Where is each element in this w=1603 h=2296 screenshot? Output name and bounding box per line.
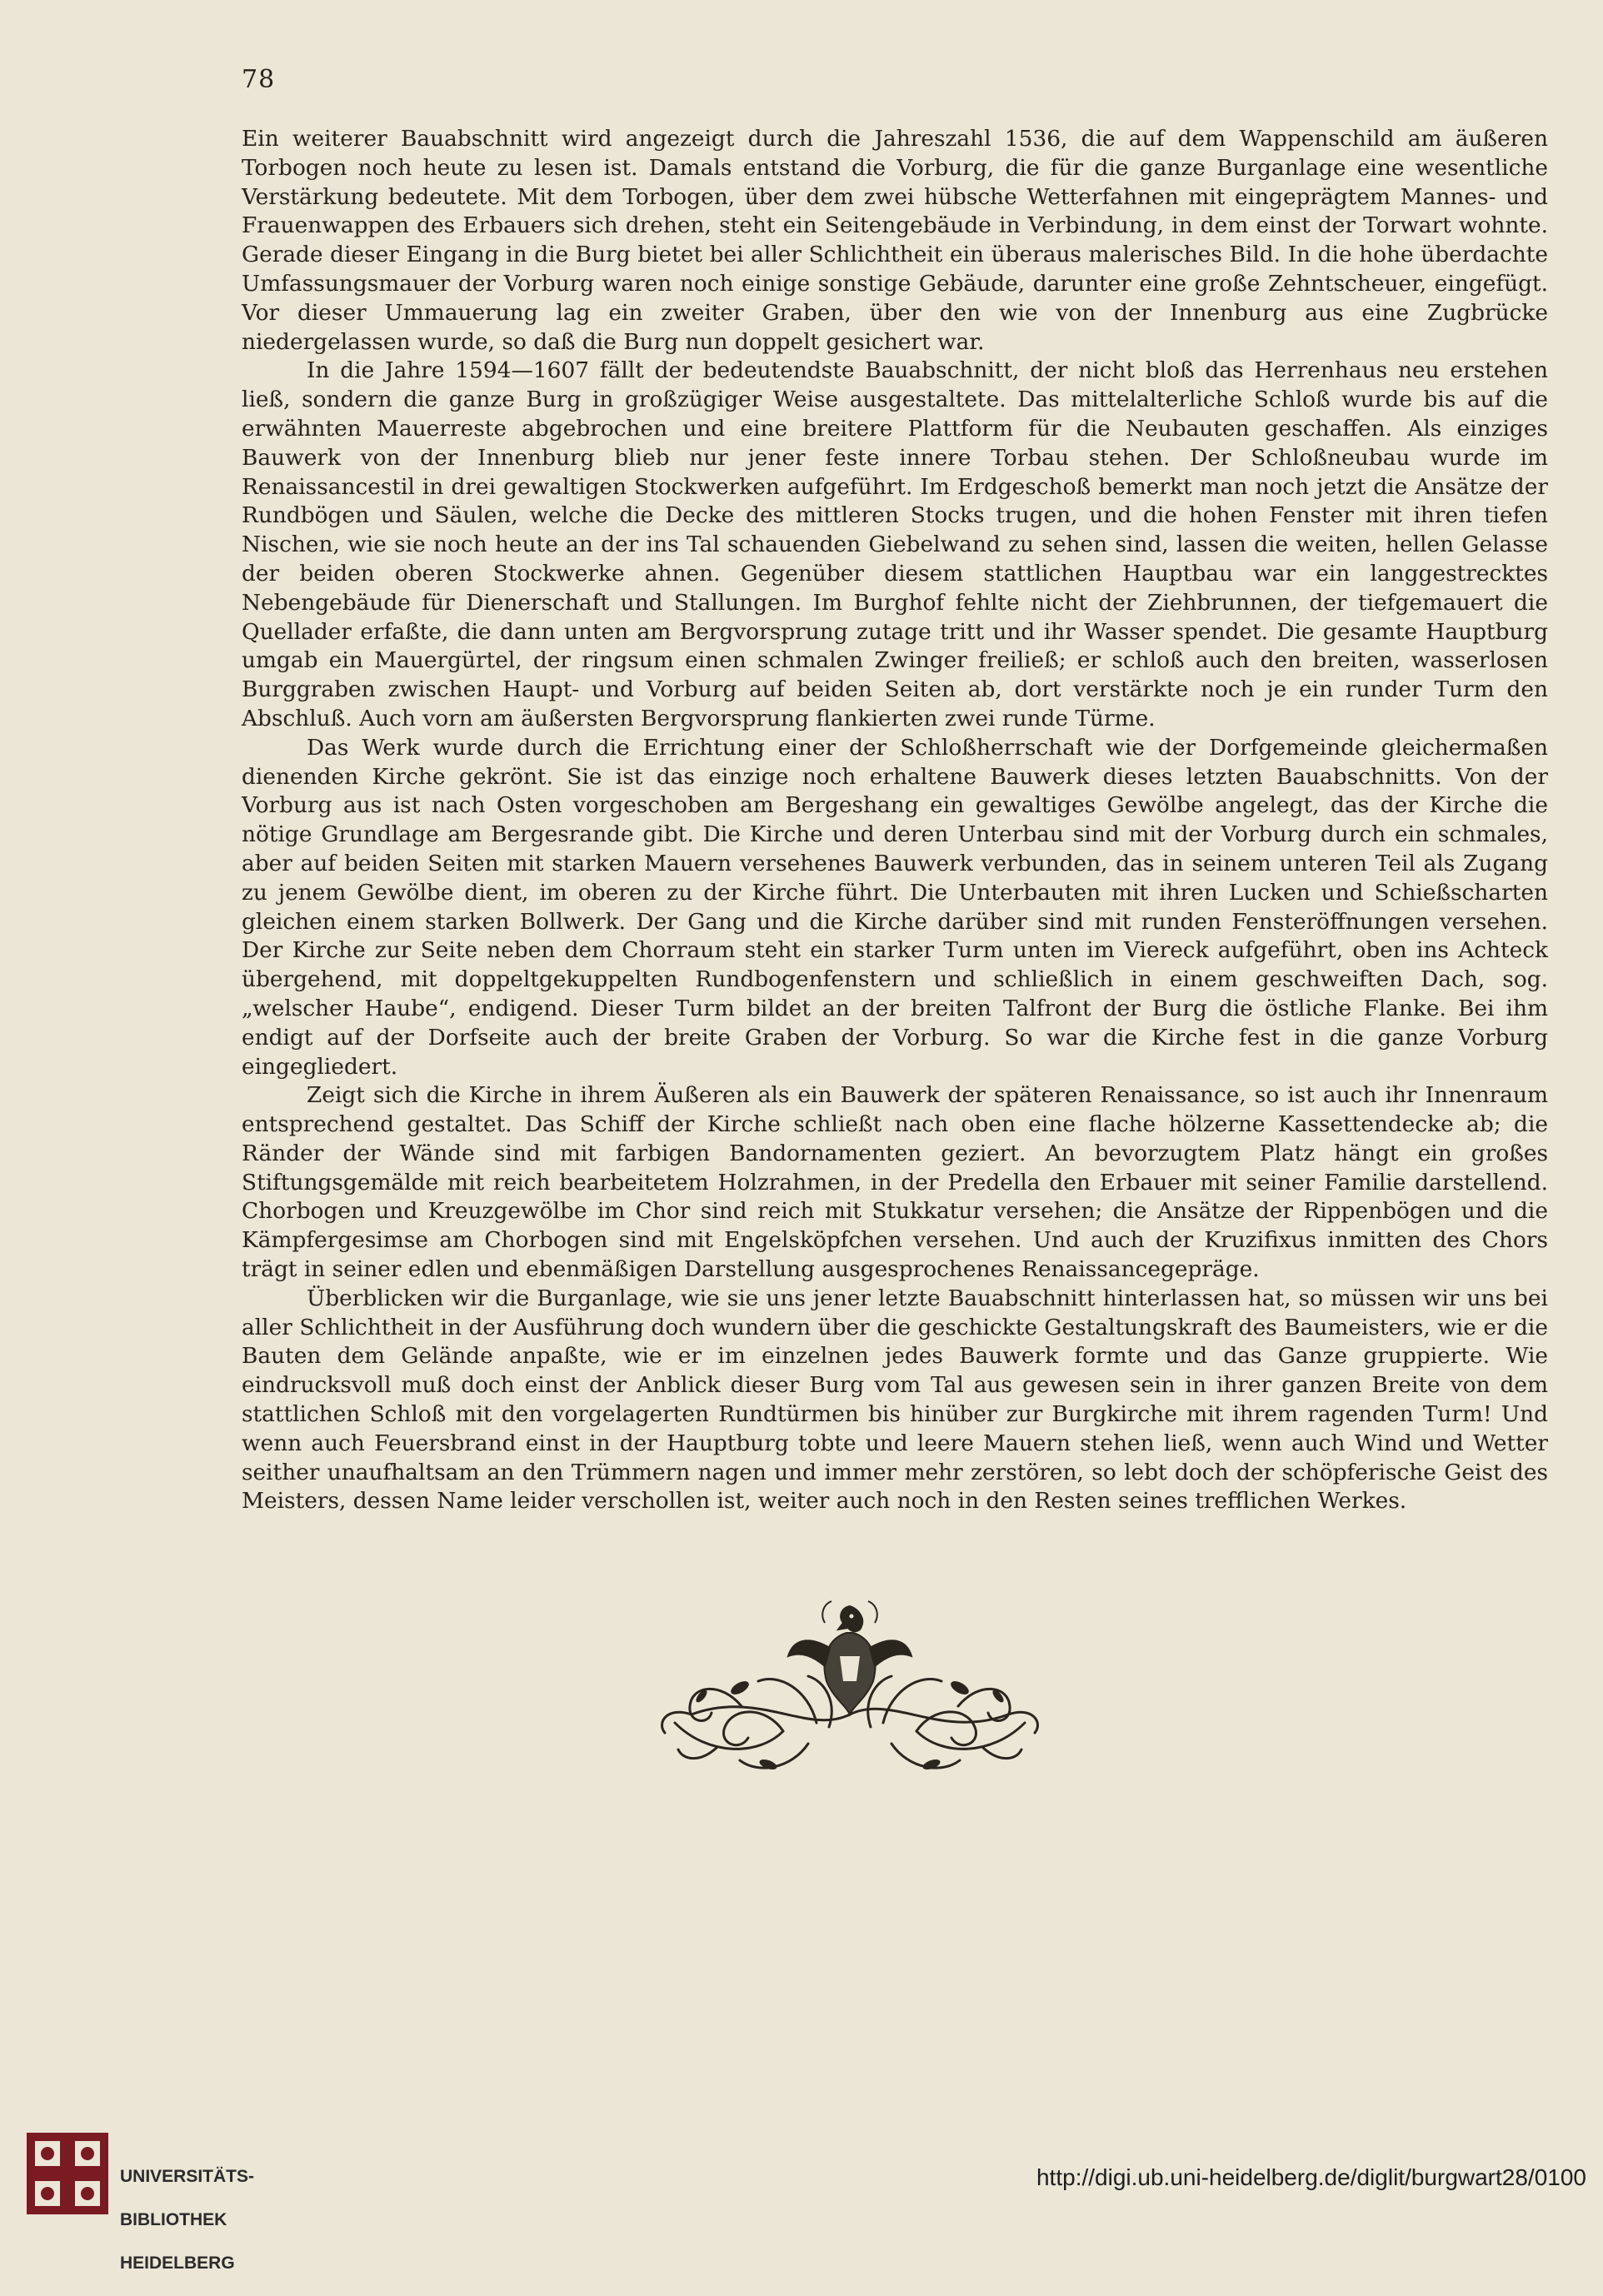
paragraph-5: Überblicken wir die Burganlage, wie sie uns jener letzte Bauabschnitt hinterlassen hat, so müssen wir uns bei aller Schlichtheit in der Ausführung doch wundern über die geschickte Gestaltungskraft des Baumeisters, wie er die Bauten dem Gelände anpaßte, wie er im einzelnen jedes Bauwerk formte und das Ganze gruppierte. Wie eindrucksvoll muß doch einst der Anblick dieser Burg vom Tal aus gewesen sein in ihrer ganzen Breite von dem stattlichen Schloß mit den vorgelagerten Rundtürmen bis hinüber zur Burgkirche mit ihrem ragenden Turm! Und wenn auch Feuersbrand einst in der Hauptburg tobte und leere Mauern stehen ließ, wenn auch Wind und Wetter seither unaufhaltsam an den Trümmern nagen und immer mehr zerstören, so lebt doch der schöpferische Geist des Meisters, dessen Name leider verschollen ist, weiter auch noch in den Resten seines trefflichen Werkes.: [242, 1285, 1548, 1515]
eagle-ornament-icon: [642, 1590, 1058, 1786]
paragraph-4: Zeigt sich die Kirche in ihrem Äußeren als ein Bauwerk der späteren Renaissance, so ist auch ihr Innenraum entsprechend gestaltet. Das Schiff der Kirche schließt nach oben eine flache hölzerne Kassettendecke ab; die Ränder der Wände sind mit farbigen Bandornamenten geziert. An bevorzugtem Platz hängt ein großes Stiftungsgemälde mit reich bearbeitetem Holzrahmen, in der Predella den Erbauer mit seiner Familie darstellend. Chorbogen und Kreuzgewölbe im Chor sind reich mit Stukkatur versehen; die Ansätze der Rippenbögen und die Kämpfergesimse am Chorbogen sind mit Engelsköpfchen versehen. Und auch der Kruzifixus inmitten des Chors trägt in seiner edlen und ebenmäßigen Darstellung ausgesprochenes Renaissancegepräge.: [242, 1082, 1548, 1283]
library-name-line-2: BIBLIOTHEK: [120, 2210, 227, 2229]
page-number: 78: [242, 65, 276, 94]
source-url-link[interactable]: http://digi.ub.uni-heidelberg.de/diglit/burgwart28/0100: [1036, 2164, 1586, 2190]
library-name-line-3: HEIDELBERG: [120, 2254, 235, 2273]
paragraph-1: Ein weiterer Bauabschnitt wird angezeigt durch die Jahreszahl 1536, die auf dem Wappenschild am äußeren Torbogen noch heute zu lesen ist. Damals entstand die Vorburg, die für die ganze Burganlage eine wesentliche Verstärkung bedeutete. Mit dem Torbogen, über dem zwei hübsche Wetterfahnen mit eingeprägtem Mannes- und Frauenwappen des Erbauers sich drehen, steht ein Seitengebäude in Verbindung, in dem einst der Torwart wohnte. Gerade dieser Eingang in die Burg bietet bei aller Schlichtheit ein überaus malerisches Bild. In die hohe überdachte Umfassungsmauer der Vorburg waren noch einige sonstige Gebäude, darunter eine große Zehntscheuer, eingefügt. Vor dieser Ummauerung lag ein zweiter Graben, über den wie von der Innenburg aus eine Zugbrücke niedergelassen wurde, so daß die Burg nun doppelt gesichert war.: [242, 126, 1548, 355]
paragraph-2: In die Jahre 1594—1607 fällt der bedeutendste Bauabschnitt, der nicht bloß das Herrenhaus neu erstehen ließ, sondern die ganze Burg in großzügiger Weise ausgestaltete. Das mittelalterliche Schloß wurde bis auf die erwähnten Mauerreste abgebrochen und eine breitere Plattform für die Neubauten geschaffen. Als einziges Bauwerk von der Innenburg blieb nur jener feste innere Torbau stehen. Der Schloßneubau wurde im Renaissancestil in drei gewaltigen Stockwerken aufgeführt. Im Erdgeschoß bemerkt man noch jetzt die Ansätze der Rundbögen und Säulen, welche die Decke des mittleren Stocks trugen, und die hohen Fenster mit ihren tiefen Nischen, wie sie noch heute an der ins Tal schauenden Giebelwand zu sehen sind, lassen die weiten, hellen Gelasse der beiden oberen Stockwerke ahnen. Gegenüber diesem stattlichen Hauptbau war ein langgestrecktes Nebengebäude für Dienerschaft und Stallungen. Im Burghof fehlte nicht der Ziehbrunnen, der tiefgemauert die Quellader erfaßte, die dann unten am Bergvorsprung zutage tritt und ihr Wasser spendet. Die gesamte Hauptburg umgab ein Mauergürtel, der ringsum einen schmalen Zwinger freiließ; er schloß auch den breiten, wasserlosen Burggraben zwischen Haupt- und Vorburg auf beiden Seiten ab, dort verstärkte noch je ein runder Turm den Abschluß. Auch vorn am äußersten Bergvorsprung flankierten zwei runde Türme.: [242, 357, 1548, 731]
library-logo[interactable]: [27, 2133, 255, 2273]
paragraph-3: Das Werk wurde durch die Errichtung einer der Schloßherrschaft wie der Dorfgemeinde gleichermaßen dienenden Kirche gekrönt. Sie ist das einzige noch erhaltene Bauwerk dieses letzten Bauabschnitts. Von der Vorburg aus ist nach Osten vorgeschoben am Bergeshang ein gewaltiges Gewölbe angelegt, das der Kirche die nötige Grundlage am Bergesrande gibt. Die Kirche und deren Unterbau sind mit der Vorburg durch ein schmales, aber auf beiden Seiten mit starken Mauern versehenes Bauwerk verbunden, das in seinem unteren Teil als Zugang zu jenem Gewölbe dient, im oberen zu der Kirche führt. Die Unterbauten mit ihren Lucken und Schießscharten gleichen einem starken Bollwerk. Der Gang und die Kirche darüber sind mit runden Fensteröffnungen versehen. Der Kirche zur Seite neben dem Chorraum steht ein starker Turm unten im Viereck aufgeführt, oben ins Achteck übergehend, mit doppeltgekuppelten Rundbogenfenstern und schließlich in einem geschweiften Dach, sog. „welscher Haube“, endigend. Dieser Turm bildet an der breiten Talfront der Burg die östliche Flanke. Bei ihm endigt auf der Dorfseite auch der breite Graben der Vorburg. So war die Kirche fest in die ganze Vorburg eingegliedert.: [242, 734, 1548, 1080]
article-body: [242, 125, 1548, 1516]
library-name-line-1: UNIVERSITÄTS-: [120, 2167, 255, 2186]
library-seal-icon: [27, 2133, 108, 2214]
library-name: [120, 2144, 254, 2296]
